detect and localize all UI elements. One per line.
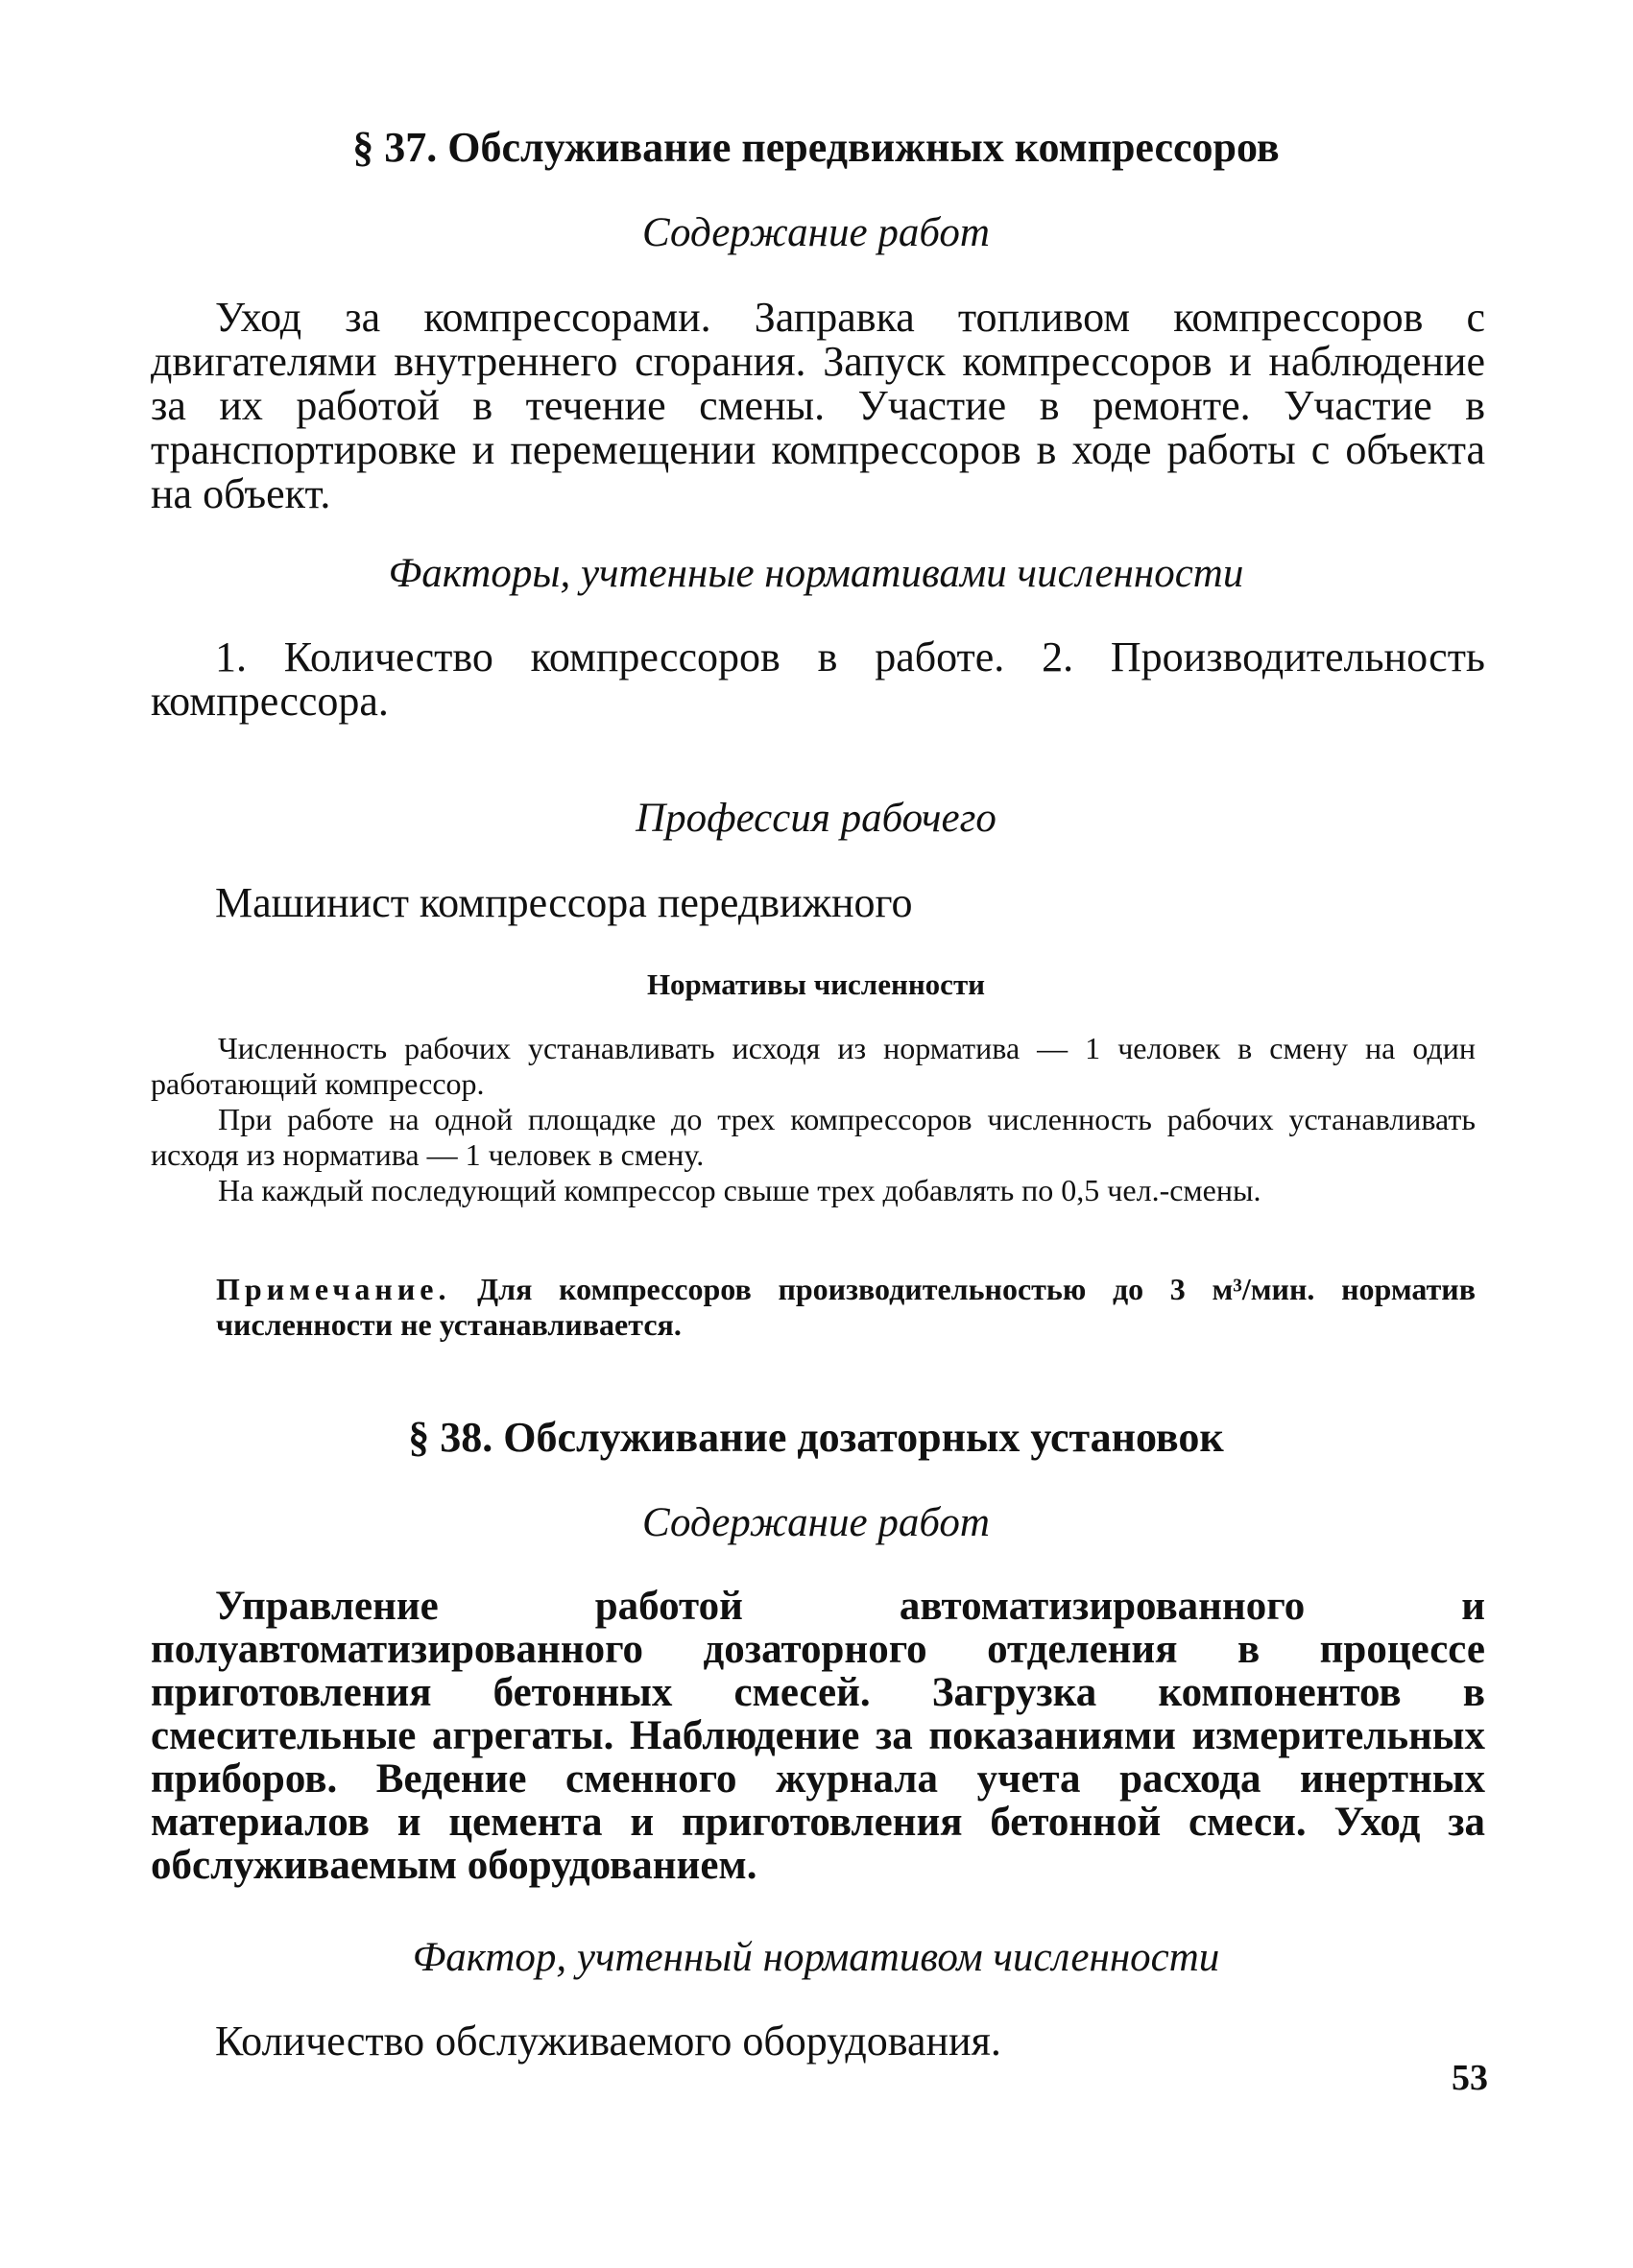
section-38-title: § 38. Обслуживание дозаторных установок: [408, 1414, 1224, 1461]
norms-paragraph-3: На каждый последующий компрессор свыше трех добавлять по 0,5 чел.-смены.: [218, 1173, 1261, 1207]
section-37-factors-text: 1. Количество компрессоров в работе. 2. Производительность компрессора.: [151, 633, 1485, 725]
section-38-content-heading: Содержание работ: [642, 1500, 990, 1545]
note-text: Для компрессоров производительностью до 3 м³/мин. норматив численности не устанавливается.: [216, 1272, 1477, 1342]
section-37-content-text: Уход за компрессорами. Заправка топливом компрессоров с двигателями внутреннего сгорания. Запуск компрессоров и наблюдение за их работой в течение смены. Участие в ремонте. Участие в транспортировке и перемещении компрессоров в ходе работы с объекта на объект.: [151, 294, 1485, 517]
section-37-note: [216, 1272, 1476, 1343]
section-37-factors-heading: Факторы, учтенные нормативами численности: [388, 551, 1244, 596]
norms-paragraph-1: Численность рабочих устанавливать исходя из норматива — 1 человек в смену на один работающий компрессор.: [151, 1031, 1476, 1101]
note-label: Примечание.: [216, 1272, 451, 1306]
section-37-norms-block: [151, 1031, 1476, 1208]
section-37-content-heading: Содержание работ: [642, 210, 990, 255]
page-number: 53: [1452, 2058, 1488, 2098]
norms-paragraph-2: При работе на одной площадке до трех компрессоров численность рабочих устанавливать исходя из норматива — 1 человек в смену.: [151, 1102, 1476, 1172]
section-38-content-text: Управление работой автоматизированного и полуавтоматизированного дозаторного отделения в процессе приготовления бетонных смесей. Загрузка компонентов в смесительные агрегаты. Наблюдение за показаниями измерительных приборов. Ведение сменного журнала учета расхода инертных материалов и цемента и приготовления бетонной смеси. Уход за обслуживаемым оборудованием.: [151, 1584, 1485, 1888]
section-38-factor-text: Количество обслуживаемого оборудования.: [215, 2017, 1001, 2065]
section-37-profession-heading: Профессия рабочего: [636, 796, 997, 841]
section-37-profession-text: Машинист компрессора передвижного: [215, 879, 913, 926]
section-37-title: § 37. Обслуживание передвижных компрессоров: [352, 124, 1280, 171]
section-38-factor-heading: Фактор, учтенный нормативом численности: [412, 1935, 1220, 1980]
section-37-norms-heading: Нормативы численности: [646, 967, 986, 1001]
